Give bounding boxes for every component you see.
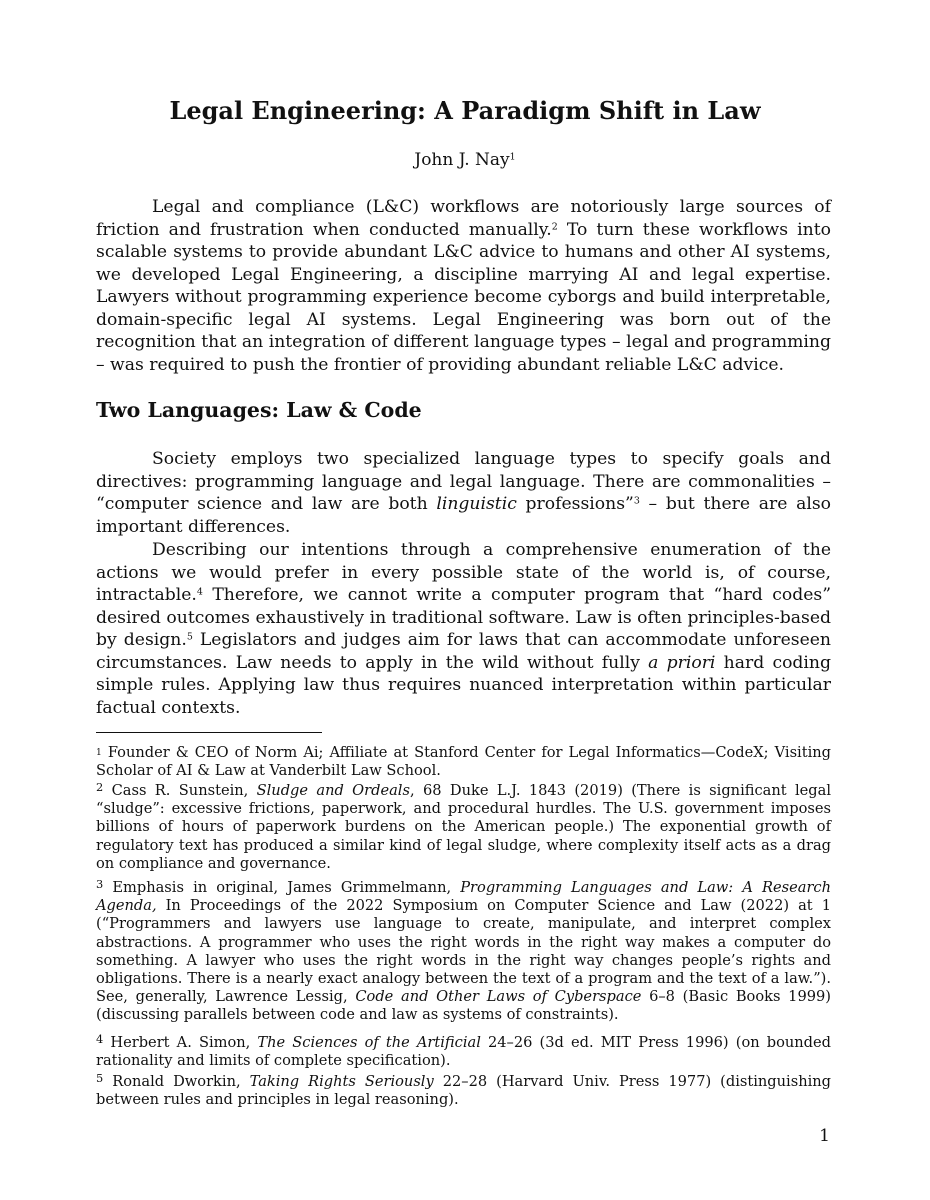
section-p2-text-1: Describing our intentions through a comprehensive enumeration of the actions we would prefer in every possible state of the world is, of course, intractable. bbox=[96, 540, 831, 605]
footnote-ref-5[interactable]: 5 bbox=[186, 631, 193, 643]
abstract-paragraph bbox=[96, 196, 831, 376]
footnote-3-text-1: Emphasis in original, James Grimmelmann, bbox=[112, 879, 461, 896]
footnote-5 bbox=[96, 1073, 831, 1109]
section-p1-text-3: – but there are also important differences. bbox=[96, 494, 831, 537]
footnote-2-text-2: , 68 Duke L.J. 1843 (2019) (There is significant legal “sludge”: excessive frictions, paperwork, and procedural hurdles. The U.S. government imposes billions of hours of paperwork burdens on the American people.) The exponential growth of regulatory text has produced a similar kind of legal sludge, where complexity itself acts as a drag on compliance and governance. bbox=[96, 782, 831, 872]
footnote-3-text-2: In Proceedings of the 2022 Symposium on Computer Science and Law (2022) at 1 (“Programmers and lawyers use language to create, manipulate, and interpret complex abstractions. A programmer who uses the right words in the right way makes a computer do something. A lawyer who uses the right words in the right way changes people’s rights and obligations. There is a nearly exact analogy between the text of a program and the text of a law.”). See, generally, Lawrence Lessig, bbox=[96, 897, 831, 1006]
footnote-5-text-1: Ronald Dworkin, bbox=[112, 1073, 250, 1090]
footnote-5-title: Taking Rights Seriously bbox=[249, 1073, 434, 1090]
footnote-4-text-1: Herbert A. Simon, bbox=[110, 1034, 258, 1051]
footnote-3-title: Programming Languages and Law: A Research Agenda, bbox=[96, 879, 831, 915]
section-p1-emphasis: linguistic bbox=[436, 494, 517, 514]
footnote-5-number: 5 bbox=[96, 1071, 104, 1086]
author-line bbox=[0, 150, 930, 170]
section-p2-emphasis: a priori bbox=[648, 652, 716, 673]
footnote-ref-2[interactable]: 2 bbox=[551, 220, 558, 232]
footnote-2-text-1: Cass R. Sunstein, bbox=[111, 782, 257, 799]
author-footnote-ref[interactable]: 1 bbox=[509, 151, 516, 163]
footnote-4 bbox=[96, 1034, 831, 1070]
abstract-text-1: Legal and compliance (L&C) workflows are notoriously large sources of friction and frustration when conducted manually. bbox=[96, 197, 831, 240]
footnote-ref-3[interactable]: 3 bbox=[633, 495, 640, 507]
section-paragraph-2 bbox=[96, 539, 831, 719]
footnote-separator bbox=[96, 732, 322, 733]
section-paragraph-1 bbox=[96, 448, 831, 538]
footnote-2-number: 2 bbox=[96, 780, 104, 795]
paper-title: Legal Engineering: A Paradigm Shift in Law bbox=[169, 96, 761, 125]
footnote-1 bbox=[96, 744, 831, 780]
section-p2-text-2: Therefore, we cannot write a computer program that “hard codes” desired outcomes exhaustively in traditional software. Law is often principles-based by design. bbox=[96, 585, 831, 650]
section-heading: Two Languages: Law & Code bbox=[96, 398, 422, 422]
footnote-4-text-2: 24–26 (3d ed. MIT Press 1996) (on bounded rationality and limits of complete specification). bbox=[96, 1034, 831, 1070]
footnote-4-number: 4 bbox=[96, 1032, 104, 1047]
footnote-3-text-3: 6–8 (Basic Books 1999) (discussing parallels between code and law as systems of constraints). bbox=[96, 988, 831, 1024]
footnote-1-number: 1 bbox=[96, 747, 102, 758]
page-number: 1 bbox=[819, 1126, 830, 1146]
section-p2-text-4: hard coding simple rules. Applying law thus requires nuanced interpretation within particular factual contexts. bbox=[96, 652, 831, 718]
footnote-ref-4[interactable]: 4 bbox=[196, 586, 203, 598]
footnote-2 bbox=[96, 782, 831, 873]
footnote-1-text: Founder & CEO of Norm Ai; Affiliate at Stanford Center for Legal Informatics—CodeX; Visiting Scholar of AI & Law at Vanderbilt Law School. bbox=[96, 744, 831, 780]
section-p1-text-2: professions” bbox=[516, 494, 634, 514]
abstract-text-2: To turn these workflows into scalable systems to provide abundant L&C advice to humans and other AI systems, we developed Legal Engineering, a discipline marrying AI and legal expertise. Lawyers without programming experience become cyborgs and build interpretable, domain-specific legal AI systems. Legal Engineering was born out of the recognition that an integration of different language types – legal and programming – was required to push the frontier of providing abundant reliable L&C advice. bbox=[96, 219, 831, 375]
section-p2-text-3: Legislators and judges aim for laws that can accommodate unforeseen circumstances. Law needs to apply in the wild without fully bbox=[96, 630, 831, 673]
footnote-3 bbox=[96, 879, 831, 1025]
footnote-3-number: 3 bbox=[96, 877, 104, 892]
footnote-2-title: Sludge and Ordeals bbox=[256, 782, 410, 799]
footnote-3-title-2: Code and Other Laws of Cyberspace bbox=[355, 988, 642, 1006]
footnote-5-text-2: 22–28 (Harvard Univ. Press 1977) (distinguishing between rules and principles in legal reasoning). bbox=[96, 1073, 832, 1109]
author-name: John J. Nay bbox=[414, 150, 510, 170]
footnote-4-title: The Sciences of the Artificial bbox=[257, 1034, 481, 1051]
section-p1-text-1: Society employs two specialized language types to specify goals and directives: programming language and legal language. There are commonalities – “computer science and law are both bbox=[96, 449, 831, 514]
